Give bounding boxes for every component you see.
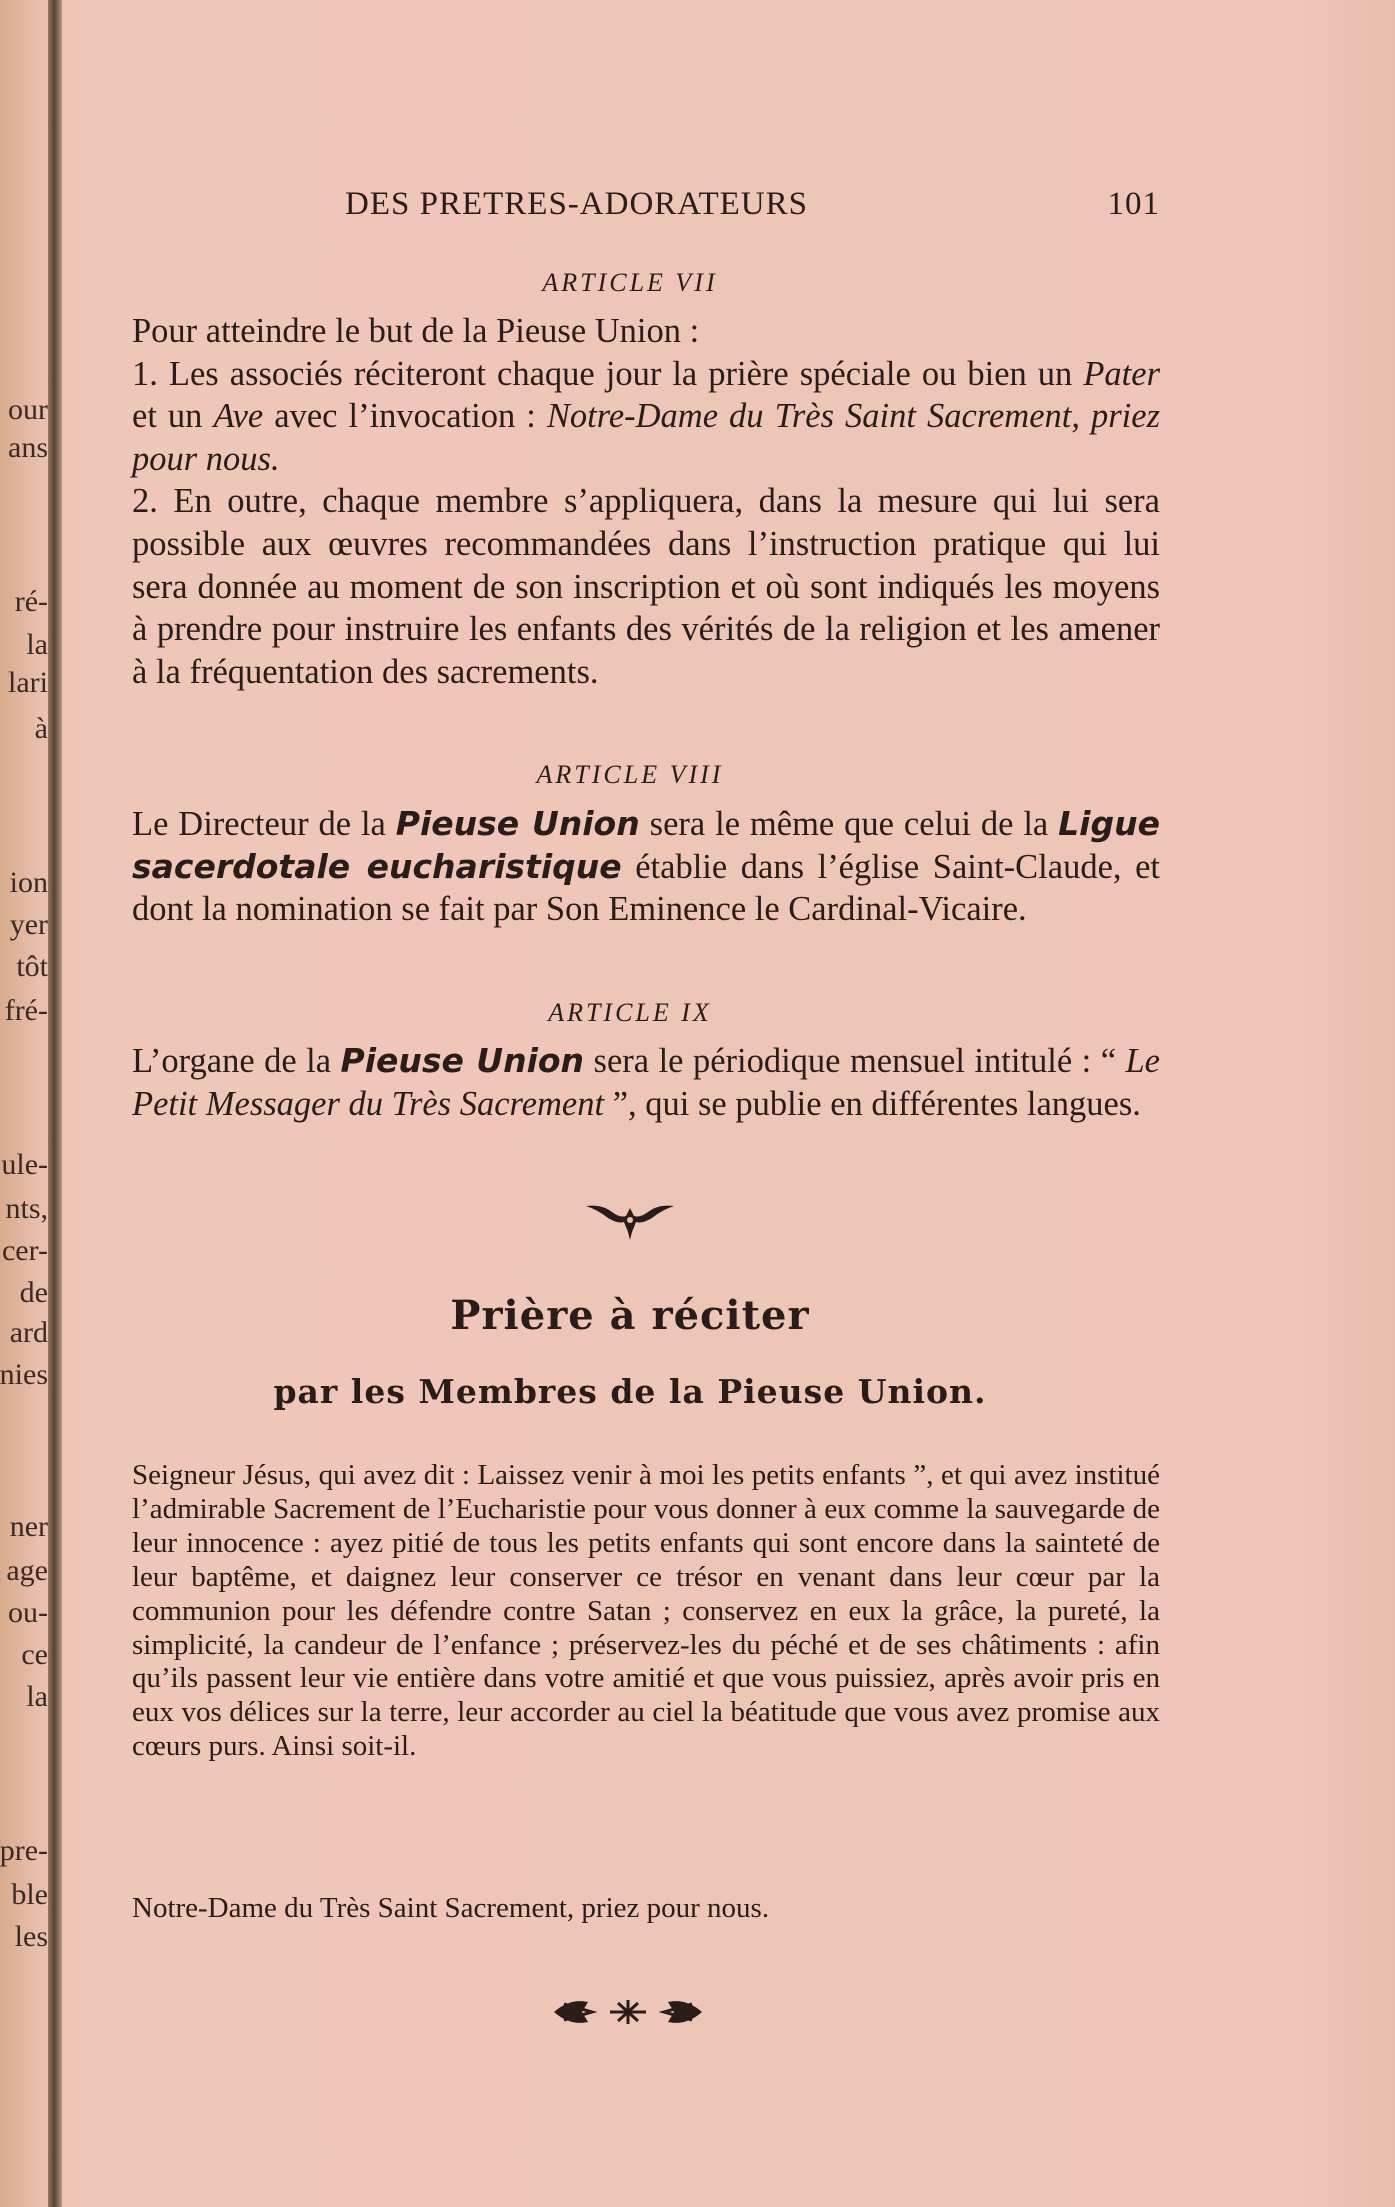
running-head: [100, 186, 1160, 230]
margin-fragment: age: [6, 1554, 48, 1587]
margin-fragment: cer-: [1, 1234, 48, 1267]
article-ix-heading: ARTICLE IX: [548, 998, 712, 1027]
margin-fragment: our: [8, 393, 48, 426]
previous-page-margin: [0, 0, 52, 2207]
page-number: 101: [1107, 186, 1160, 222]
article-vii-body: [132, 310, 1160, 693]
article-ix-body: [132, 1040, 1160, 1125]
prayer-title: Prière à réciter: [450, 1292, 810, 1339]
margin-fragment: lari: [8, 666, 48, 699]
margin-fragment: ré-: [14, 585, 48, 618]
text-run: ”, qui se publie en différentes langues.: [604, 1084, 1141, 1123]
item1-text: 1. Les associés réciteront chaque jour la prière spéciale ou bien un: [132, 354, 1084, 393]
emphasis-pieuse-union: Pieuse Union: [340, 1041, 585, 1080]
article-vii-item-1: [132, 353, 1160, 481]
article-vii-heading: ARTICLE VII: [542, 268, 718, 297]
margin-fragment: ule-: [1, 1148, 48, 1181]
margin-fragment: la: [26, 628, 48, 661]
margin-fragment: ner: [9, 1510, 48, 1543]
periodical-title: Le Petit Messager du Très Sacrement: [132, 1042, 1160, 1123]
article-vii-intro: Pour atteindre le but de la Pieuse Union :: [132, 312, 700, 350]
fleuron-ornament: [582, 1198, 678, 1248]
article-viii-body: [132, 803, 1160, 931]
margin-fragment: nies: [0, 1358, 48, 1391]
article-viii-heading: ARTICLE VIII: [536, 760, 724, 789]
book-gutter: [48, 0, 62, 2207]
prayer-text: [132, 1459, 1160, 1764]
item1-ave: Ave: [213, 397, 264, 436]
margin-fragment: ou-: [8, 1596, 48, 1629]
emphasis-pieuse-union: Pieuse Union: [395, 804, 640, 843]
margin-fragment: fré-: [4, 994, 48, 1027]
margin-fragment: la: [26, 1680, 48, 1713]
text-run: sera le périodique mensuel intitulé : “: [584, 1042, 1126, 1080]
item1-text: avec l’invocation :: [263, 397, 547, 436]
margin-fragment: ans: [8, 431, 48, 464]
margin-fragment: nts,: [5, 1192, 48, 1225]
article-ix-text: [132, 1040, 1160, 1125]
item1-text: et un: [132, 397, 214, 436]
margin-fragment: ble: [11, 1878, 48, 1911]
margin-fragment: pre-: [0, 1834, 48, 1867]
item1-invocation: Notre-Dame du Très Saint Sacrement, priez pour nous.: [132, 397, 1160, 478]
margin-fragment: ion: [9, 866, 48, 899]
item1-pater: Pater: [1083, 354, 1160, 393]
text-run: sera le même que celui de la: [639, 805, 1059, 843]
text-run: établie dans l’église Saint-Claude, et dont la nomination se fait par Son Eminence le Cardinal-Vicaire.: [132, 847, 1161, 929]
text-run: Le Directeur de la: [132, 805, 396, 843]
margin-fragment: à: [34, 712, 48, 745]
margin-fragment: ce: [21, 1638, 48, 1671]
margin-fragment: ard: [9, 1316, 48, 1349]
prayer-body: Seigneur Jésus, qui avez dit : Laissez venir à moi les petits enfants ”, et qui avez institué l’admirable Sacrement de l’Eucharistie pour vous donner à eux comme la sauvegarde de leur innocence : ayez pitié de tous les petits enfants qui sont encore dans la sainteté de leur baptême, et daignez leur conserver ce trésor en venant dans leur cœur par la communion pour les défendre contre Satan ; conservez en eux la grâce, la pureté, la simplicité, la candeur de l’enfance ; préservez-les du péché et de ses châtiments : afin qu’ils passent leur vie entière dans votre amitié et que vous puissiez, après avoir pris en eux vos délices sur la terre, leur accorder au ciel la béatitude que vous avez promise aux cœurs purs. Ainsi soit-il.: [132, 1459, 1160, 1763]
book-page: [100, 0, 1160, 2207]
margin-fragment: les: [14, 1920, 48, 1953]
margin-fragment: yer: [9, 908, 48, 941]
article-vii-item-2: 2. En outre, chaque membre s’appliquera, dans la mesure qui lui sera possible aux œuvres recommandées dans l’instruction pratique qui lui sera donnée au moment de son inscription et où sont indiqués les moyens à prendre pour instruire les enfants des vérités de la religion et les amener à la fréquentation des sacrements.: [132, 482, 1160, 691]
margin-fragment: de: [19, 1276, 48, 1309]
text-run: L’organe de la: [132, 1042, 341, 1080]
closing-invocation: Notre-Dame du Très Saint Sacrement, priez pour nous.: [132, 1892, 770, 1924]
margin-fragment: tôt: [16, 950, 48, 983]
running-head-title: DES PRETRES-ADORATEURS: [345, 186, 808, 222]
emphasis-ligue: Ligue sacerdotale eucharistique: [132, 804, 1160, 886]
article-viii-text: [132, 803, 1160, 931]
prayer-subtitle: par les Membres de la Pieuse Union.: [273, 1372, 987, 1411]
tailpiece-ornament: [548, 1990, 708, 2034]
